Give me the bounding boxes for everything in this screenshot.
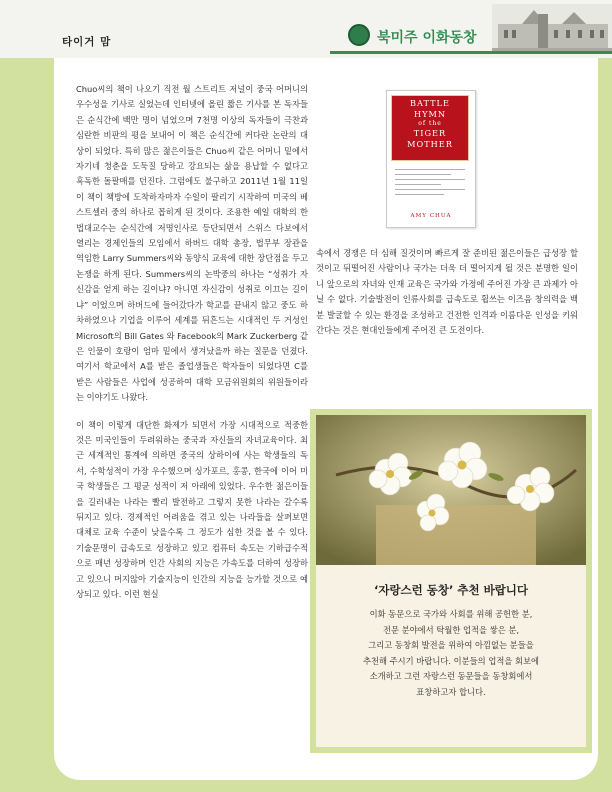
article-right-column — [316, 246, 578, 350]
article-paragraph: 이 책이 이렇게 대단한 화제가 되면서 가장 시대적으로 적중한 것은 미국인들이 두려워하는 중국과 자신들의 자녀교육이다. 최근 세계적인 통계에 의하면 중국의 상하이에 사는 학생들의 독서, 수학성적이 가장 우수했으며 싱가포르, 홍콩, 한국에 이어 미국 학생들은 그 평균 성적이 저 아래에 있었다. 우수한 젊은이들을 길러내는 나라는 빨리 발전하고 그렇지 못한 나라는 갈수록 뒤지고 있다. 경제적인 어려움을 겪고 있는 나라들을 살펴보면 대체로 교육 수준이 낮을수록 그 정도가 심한 것을 볼 수 있다. 기술문명이 급속도로 성장하고 있고 컴퓨터 속도는 기하급수적으로 매년 성장하며 인간 사회의 지능은 가속도를 더하여 성장하고 있으니 머지않아 기술지능이 인간의 지능을 능가할 것으로 예상되고 있다. 이런 현실 — [76, 419, 308, 599]
header-rule — [330, 51, 612, 54]
recommend-title: ‘자랑스런 동창’ 추천 바랍니다 — [373, 583, 529, 597]
article-left-column — [76, 82, 308, 614]
recommend-line: 전문 분야에서 탁월한 업적을 쌓은 분, — [382, 624, 520, 635]
page-header — [0, 0, 612, 58]
recommend-line: 이화 동문으로 국가와 사회를 위해 공헌한 분, — [369, 609, 533, 619]
book-cover-image — [386, 90, 476, 228]
recommend-line: 소개하고 그런 자랑스런 동문들을 동창회에서 — [369, 671, 533, 682]
org-name: 북미주 이화동창 — [377, 30, 477, 46]
article-paragraph: 속에서 경쟁은 더 심해 질것이며 빠르게 잘 준비된 젊은이들은 급성장 할 것이고 뒤떨어진 사람이나 국가는 더욱 더 떨어지게 될 것은 분명한 일이니 앞으로의 자녀와 인재 교육은 국가와 가정에 주어진 가장 큰 과제가 아닐 수 없다. 기술발전이 인류사회를 급속도로 휩쓰는 이즈음 창의력을 백분 발굴할 수 있는 환경을 조성하고 건전한 인격과 이름다운 인성을 키워간다는 것은 현대인들에게 주어진 큰 도전이다. — [316, 248, 578, 336]
campus-building-illustration — [492, 4, 612, 54]
article-paragraph: Chuo씨의 책이 나오기 직전 월 스트리트 저널이 중국 어머니의 우수성을 기사로 실었는데 인터넷에 올린 짧은 기사를 본 독자들은 순식간에 백만 명이 넘었으며 7천명 이상의 독자들이 극찬과 심란한 비판의 평을 보내어 이 책은 순식간에 커다란 논란의 대상이 되었다. 특히 많은 젊은이들은 Chuo씨 같은 어머니 밑에서 자기네 청춘을 도둑질 당하고 강요되는 삶을 용납할 수 없다고 혹독한 돌팔매를 던진다. 그럼에도 불구하고 2011년 1월 11일 이 책이 책방에 도착하자마자 수일이 팔리기 시작하여 미국의 베스트셀러 중의 하나로 꼽히게 된 것이다. 조용한 예일 대학의 한 법대교수는 순식간에 저명인사로 등단되면서 스위스 다보에서 열리는 경제인들의 모임에서 하버드 대학 총장, 법무부 장관을 역임한 Larry Summers씨와 동양식 교육에 대한 장단점을 두고 논쟁을 하게 된다. Summers씨의 논박중의 하나는 “성취가 자신감을 얻게 하는 길이냐? 아니면 자신감이 성취로 이끄는 길이냐” 이었으며 하버드에 들어갔다가 학교를 끝내지 않고 중도 하차하였으나 기업을 이루어 세계를 뒤흔드는 시대적인 두 거성인 Microsoft의 Bill Gates 와 Facebook의 Mark Zuckerberg 같은 인물이 호랑이 엄마 밑에서 생겨났을까 하는 질문을 던졌다. 여기서 학교에서 A를 받은 졸업생들은 학자들이 되었다면 C를 받은 사람들은 사업에 성공하여 대학 모금위원회의 위원들이라는 이야기도 나왔다. — [76, 84, 308, 403]
book-blurb-lines — [395, 169, 465, 199]
recommend-line: 추천해 주시기 바랍니다. 이분들의 업적을 회보에 — [362, 655, 540, 666]
blossom-photo — [316, 415, 586, 565]
book-cover-title: BATTLE HYMN of the TIGER MOTHER — [391, 95, 469, 161]
book-author: AMY CHUA — [410, 213, 452, 219]
recommend-line: 그리고 동창회 발전을 위하여 아낌없는 분들을 — [368, 640, 534, 651]
section-title: 타이거 맘 — [62, 36, 112, 48]
recommend-body — [326, 607, 576, 701]
ewha-emblem-icon — [348, 24, 370, 46]
recommend-line: 표창하고자 합니다. — [416, 686, 486, 697]
